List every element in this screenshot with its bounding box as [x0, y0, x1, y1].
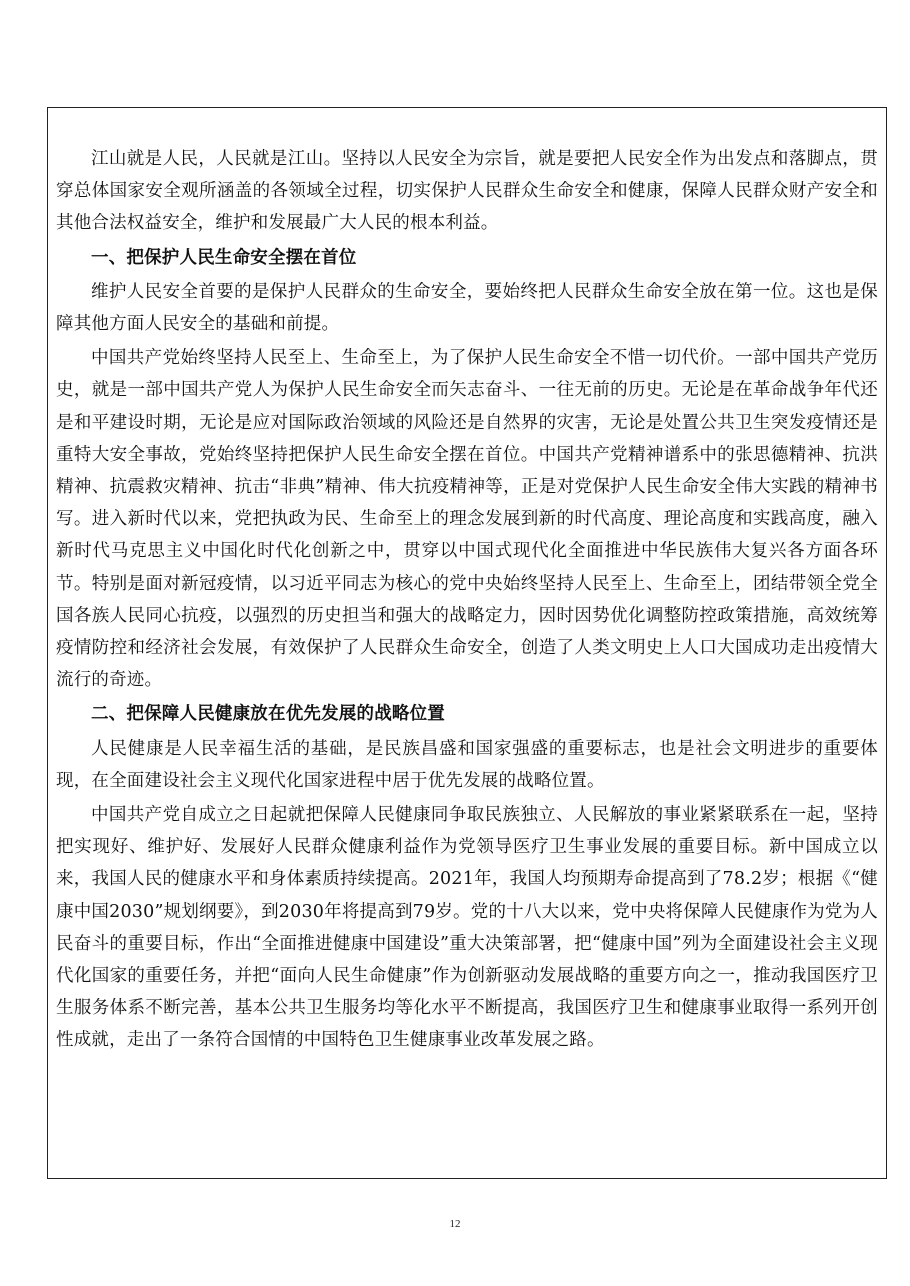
intro-paragraph: 江山就是人民，人民就是江山。坚持以人民安全为宗旨，就是要把人民安全作为出发点和落脚点，贯穿总体国家安全观所涵盖的各领域全过程，切实保护人民群众生命安全和健康，保障人民群众财产安全和其他合法权益安全，维护和发展最广大人民的根本利益。 [56, 149, 878, 234]
section-heading-1: 一、把保护人民生命安全摆在首位 [91, 247, 357, 268]
document-body [56, 143, 878, 1059]
section-2-paragraph-1: 人民健康是人民幸福生活的基础，是民族昌盛和国家强盛的重要标志，也是社会文明进步的重要体现，在全面建设社会主义现代化国家进程中居于优先发展的战略位置。 [56, 738, 878, 791]
page-number: 12 [449, 1218, 461, 1230]
section-1-paragraph-1: 维护人民安全首要的是保护人民群众的生命安全，要始终把人民群众生命安全放在第一位。这也是保障其他方面人民安全的基础和前提。 [56, 281, 878, 335]
section-heading-2: 二、把保障人民健康放在优先发展的战略位置 [91, 704, 445, 725]
section-2-paragraph-2: 中国共产党自成立之日起就把保障人民健康同争取民族独立、人民解放的事业紧紧联系在一起，坚持把实现好、维护好、发展好人民群众健康利益作为党领导医疗卫生事业发展的重要目标。新中国成立以来，我国人民的健康水平和身体素质持续提高。2021年，我国人均预期寿命提高到了78.2岁；根据《“健康中国2030”规划纲要》，到2030年将提高到79岁。党的十八大以来，党中央将保障人民健康作为党为人民奋斗的重要目标，作出“全面推进健康中国建设”重大决策部署，把“健康中国”列为全面建设社会主义现代化国家的重要任务，并把“面向人民生命健康”作为创新驱动发展战略的重要方向之一，推动我国医疗卫生服务体系不断完善，基本公共卫生服务均等化水平不断提高，我国医疗卫生和健康事业取得一系列开创性成就，走出了一条符合国情的中国特色卫生健康事业改革发展之路。 [56, 805, 878, 1051]
section-1-paragraph-2: 中国共产党始终坚持人民至上、生命至上，为了保护人民生命安全不惜一切代价。一部中国共产党历史，就是一部中国共产党人为保护人民生命安全而矢志奋斗、一往无前的历史。无论是在革命战争年代还是和平建设时期，无论是应对国际政治领域的风险还是自然界的灾害，无论是处置公共卫生突发疫情还是重特大安全事故，党始终坚持把保护人民生命安全摆在首位。中国共产党精神谱系中的张思德精神、抗洪精神、抗震救灾精神、抗击“非典”精神、伟大抗疫精神等，正是对党保护人民生命安全伟大实践的精神书写。进入新时代以来，党把执政为民、生命至上的理念发展到新的时代高度、理论高度和实践高度，融入新时代马克思主义中国化时代化创新之中，贯穿以中国式现代化全面推进中华民族伟大复兴各方面各环节。特别是面对新冠疫情，以习近平同志为核心的党中央始终坚持人民至上、生命至上，团结带领全党全国各族人民同心抗疫，以强烈的历史担当和强大的战略定力，因时因势优化调整防控政策措施，高效统筹疫情防控和经济社会发展，有效保护了人民群众生命安全，创造了人类文明史上人口大国成功走出疫情大流行的奇迹。 [56, 348, 878, 691]
content-frame [47, 107, 887, 1179]
